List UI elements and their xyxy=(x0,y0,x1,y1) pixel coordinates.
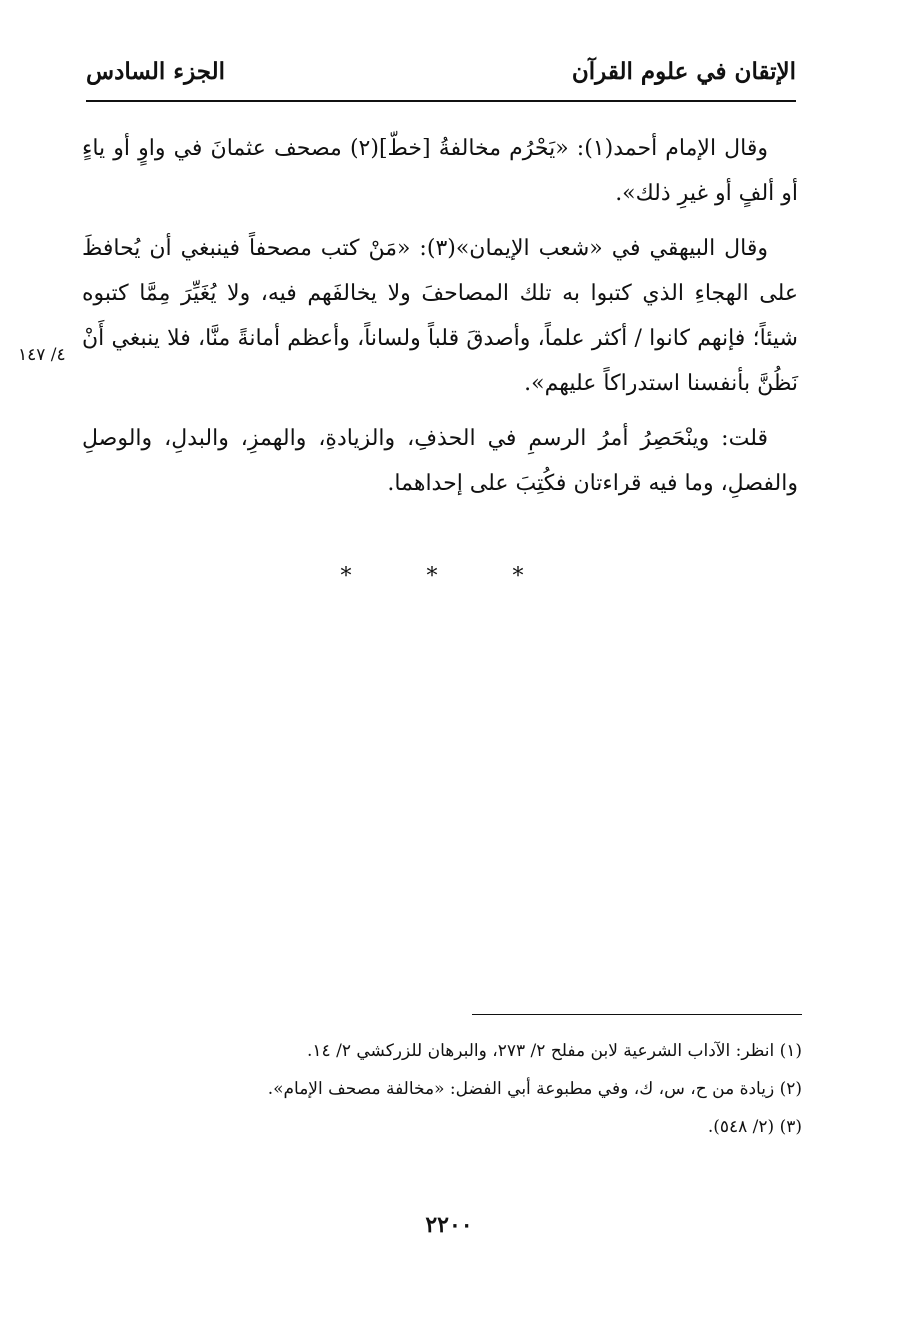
paragraph-qultu: قلت: وينْحَصِرُ أمرُ الرسمِ في الحذفِ، والزيادةِ، والهمزِ، والبدلِ، والوصلِ والفصلِ، وما فيه قراءتان فكُتِبَ على إحداهما. xyxy=(82,426,798,496)
paragraph-bayhaqi: وقال البيهقي في «شعب الإيمان»(٣): «مَنْ كتب مصحفاً فينبغي أن يُحافظَ على الهجاءِ الذي كتبوا به تلك المصاحفَ ولا يخالفَهم فيه، ولا يُغَيِّرَ مِمَّا كتبوه شيئاً؛ فإنهم كانوا / أكثر علماً، وأصدقَ قلباً ولساناً، وأعظم أمانةً منَّا، فلا ينبغي أَنْ نَظُنَّ بأنفسنا استدراكاً عليهم». xyxy=(82,236,799,396)
page-number: ٢٢٠٠ xyxy=(425,1212,473,1238)
footnote-divider xyxy=(472,1014,802,1015)
running-header xyxy=(86,52,796,102)
book-title: الإتقان في علوم القرآن xyxy=(571,58,796,85)
volume-label: الجزء السادس xyxy=(86,58,225,85)
margin-page-reference: ٤/ ١٤٧ xyxy=(18,345,66,365)
main-text xyxy=(82,126,798,516)
section-separator: * * * xyxy=(340,564,558,589)
paragraph-ahmad: وقال الإمام أحمد(١): «يَحْرُم مخالفةُ [خطّ](٢) مصحف عثمانَ في واوٍ أو ياءٍ أو ألفٍ أو غيرِ ذلك». xyxy=(82,136,798,206)
footnote-3: (٣) (٢/ ٥٤٨). xyxy=(707,1117,802,1137)
footnote-2: (٢) زيادة من ح، س، ك، وفي مطبوعة أبي الفضل: «مخالفة مصحف الإمام». xyxy=(267,1079,802,1099)
footnote-1: (١) انظر: الآداب الشرعية لابن مفلح ٢/ ٢٧٣، والبرهان للزركشي ٢/ ١٤. xyxy=(307,1041,802,1061)
footnotes xyxy=(102,1032,802,1146)
